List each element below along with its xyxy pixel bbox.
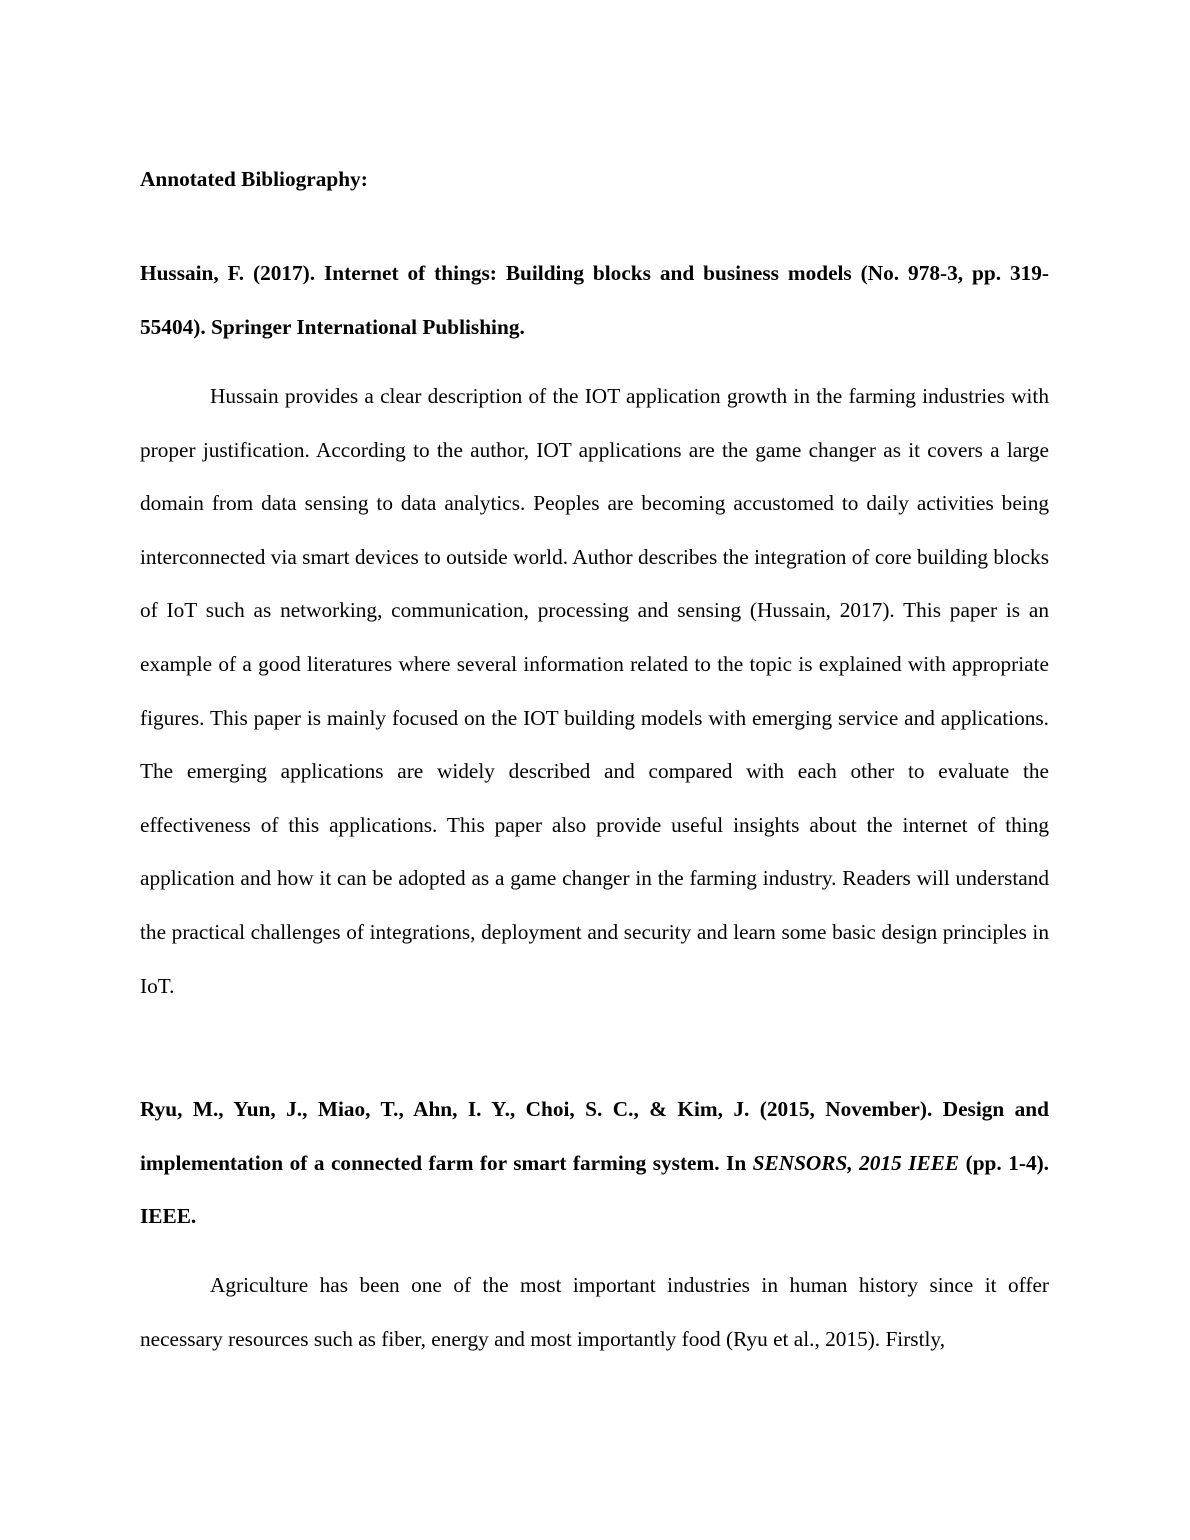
- citation-ryu: [140, 1083, 1049, 1244]
- annotation-hussain: Hussain provides a clear description of the IOT application growth in the farming industries with proper justification. According to the author, IOT applications are the game changer as it covers a large domain from data sensing to data analytics. Peoples are becoming accustomed to daily activities being interconnected via smart devices to outside world. Author describes the integration of core building blocks of IoT such as networking, communication, processing and sensing (Hussain, 2017). This paper is an example of a good literatures where several information related to the topic is explained with appropriate figures. This paper is mainly focused on the IOT building models with emerging service and applications. The emerging applications are widely described and compared with each other to evaluate the effectiveness of this applications. This paper also provide useful insights about the internet of thing application and how it can be adopted as a game changer in the farming industry. Readers will understand the practical challenges of integrations, deployment and security and learn some basic design principles in IoT.: [140, 384, 1049, 998]
- citation-ryu-authors-title: Ryu, M., Yun, J., Miao, T., Ahn, I. Y., Choi, S. C., & Kim, J. (2015, November). Design and implementation of a connected farm for smart farming system. In: [140, 1097, 1049, 1175]
- page-heading: Annotated Bibliography:: [140, 167, 368, 191]
- citation-hussain: Hussain, F. (2017). Internet of things: Building blocks and business models (No. 978-3, pp. 319-55404). Springer International Publishing.: [140, 261, 1049, 339]
- annotation-ryu: Agriculture has been one of the most important industries in human history since it offer necessary resources such as fiber, energy and most importantly food (Ryu et al., 2015). Firstly,: [140, 1273, 1049, 1351]
- citation-ryu-pages: (pp. 1-4). IEEE.: [140, 1150, 1050, 1229]
- citation-ryu-venue: SENSORS, 2015 IEEE: [752, 1150, 960, 1175]
